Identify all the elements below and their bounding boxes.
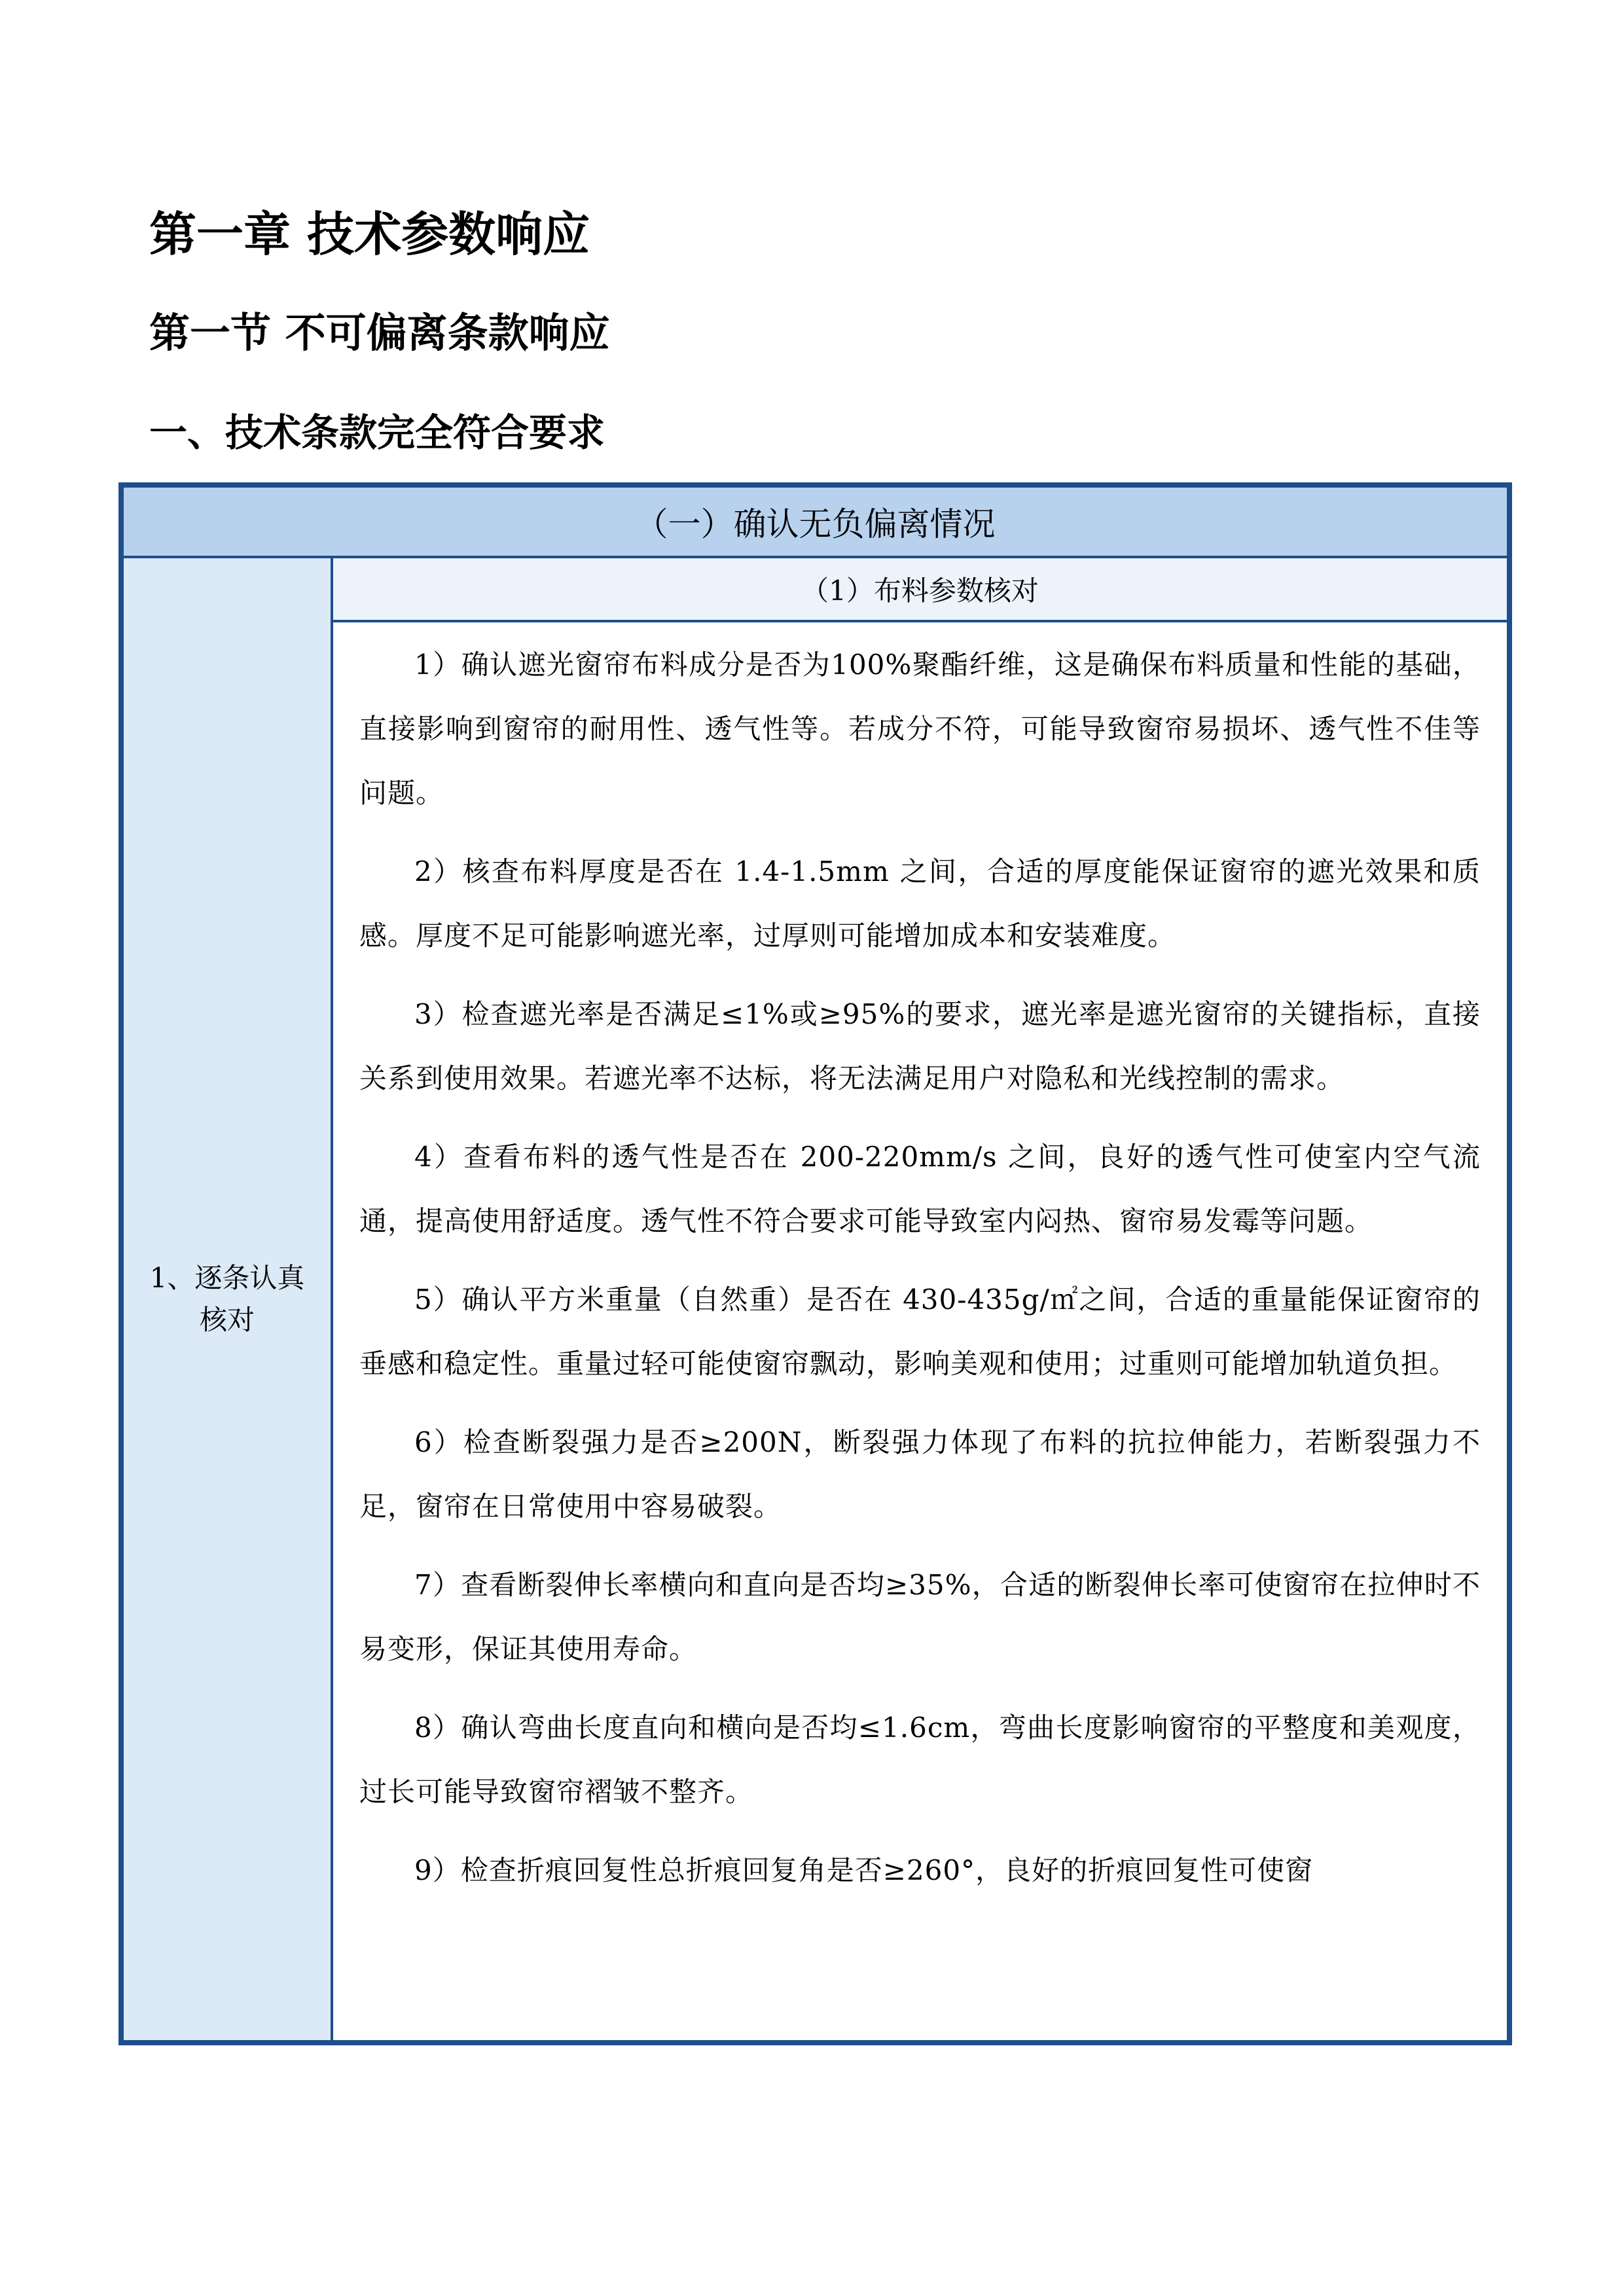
table-subtitle: （1）布料参数核对: [333, 558, 1507, 622]
list-item: 6）检查断裂强力是否≥200N，断裂强力体现了布料的抗拉伸能力，若断裂强力不足，窗帘在日常使用中容易破裂。: [359, 1426, 1481, 1522]
list-item: 1）确认遮光窗帘布料成分是否为100%聚酯纤维，这是确保布料质量和性能的基础，直接影响到窗帘的耐用性、透气性等。若成分不符，可能导致窗帘易损坏、透气性不佳等问题。: [359, 649, 1481, 809]
list-item: 3）检查遮光率是否满足≤1%或≥95%的要求，遮光率是遮光窗帘的关键指标，直接关系到使用效果。若遮光率不达标，将无法满足用户对隐私和光线控制的需求。: [359, 998, 1481, 1094]
list-item: 8）确认弯曲长度直向和横向是否均≤1.6cm，弯曲长度影响窗帘的平整度和美观度，过长可能导致窗帘褶皱不整齐。: [359, 1712, 1481, 1808]
table-title: （一）确认无负偏离情况: [124, 488, 1507, 558]
table-content-cell: [333, 622, 1507, 2040]
list-item: 4）查看布料的透气性是否在 200-220mm/s 之间，良好的透气性可使室内空气流通，提高使用舒适度。透气性不符合要求可能导致室内闷热、窗帘易发霉等问题。: [359, 1141, 1481, 1237]
subsection-title: 一、技术条款完全符合要求: [149, 410, 605, 455]
compliance-table: [118, 482, 1512, 2045]
row-label: 1、逐条认真核对: [149, 1262, 305, 1336]
list-item: 7）查看断裂伸长率横向和直向是否均≥35%，合适的断裂伸长率可使窗帘在拉伸时不易变形，保证其使用寿命。: [359, 1569, 1481, 1665]
chapter-title: 第一章 技术参数响应: [149, 206, 590, 262]
section-title: 第一节 不可偏离条款响应: [149, 309, 610, 357]
list-item: 9）检查折痕回复性总折痕回复角是否≥260°，良好的折痕回复性可使窗: [414, 1854, 1314, 1886]
row-label-cell: [124, 558, 333, 2040]
list-item: 2）核查布料厚度是否在 1.4-1.5mm 之间，合适的厚度能保证窗帘的遮光效果和质感。厚度不足可能影响遮光率，过厚则可能增加成本和安装难度。: [359, 855, 1481, 952]
list-item: 5）确认平方米重量（自然重）是否在 430-435g/㎡之间，合适的重量能保证窗帘的垂感和稳定性。重量过轻可能使窗帘飘动，影响美观和使用；过重则可能增加轨道负担。: [359, 1283, 1481, 1380]
